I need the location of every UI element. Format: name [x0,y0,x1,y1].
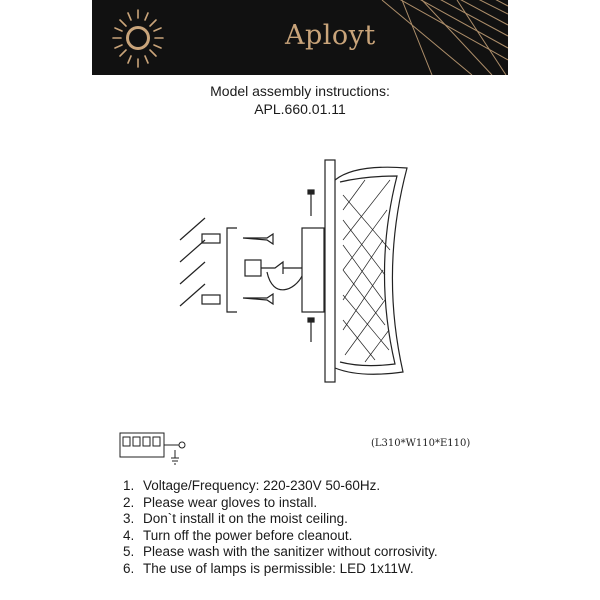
list-item: 3. Don`t install it on the moist ceiling. [123,511,348,526]
list-item: 5. Please wash with the sanitizer without corrosivity. [123,544,438,559]
wall-lamp-exploded-view-icon [175,150,425,390]
brand-logo: Aployt [285,20,376,51]
instructions-list [123,478,438,577]
list-item: 6. The use of lamps is permissible: LED 1x11W. [123,560,414,576]
model-number: APL.660.01.11 [254,101,346,117]
list-item: 1. Voltage/Frequency: 220-230V 50-60Hz. [123,478,381,493]
terminal-block-icon [117,428,192,466]
header-banner [92,0,508,75]
dimensions-label: (L310*W110*E110) [371,438,471,449]
page-title [0,82,600,118]
title-line-1: Model assembly instructions: [210,83,390,99]
list-item: 2. Please wear gloves to install. [123,494,318,510]
list-item: 4. Turn off the power before cleanout. [123,527,353,543]
